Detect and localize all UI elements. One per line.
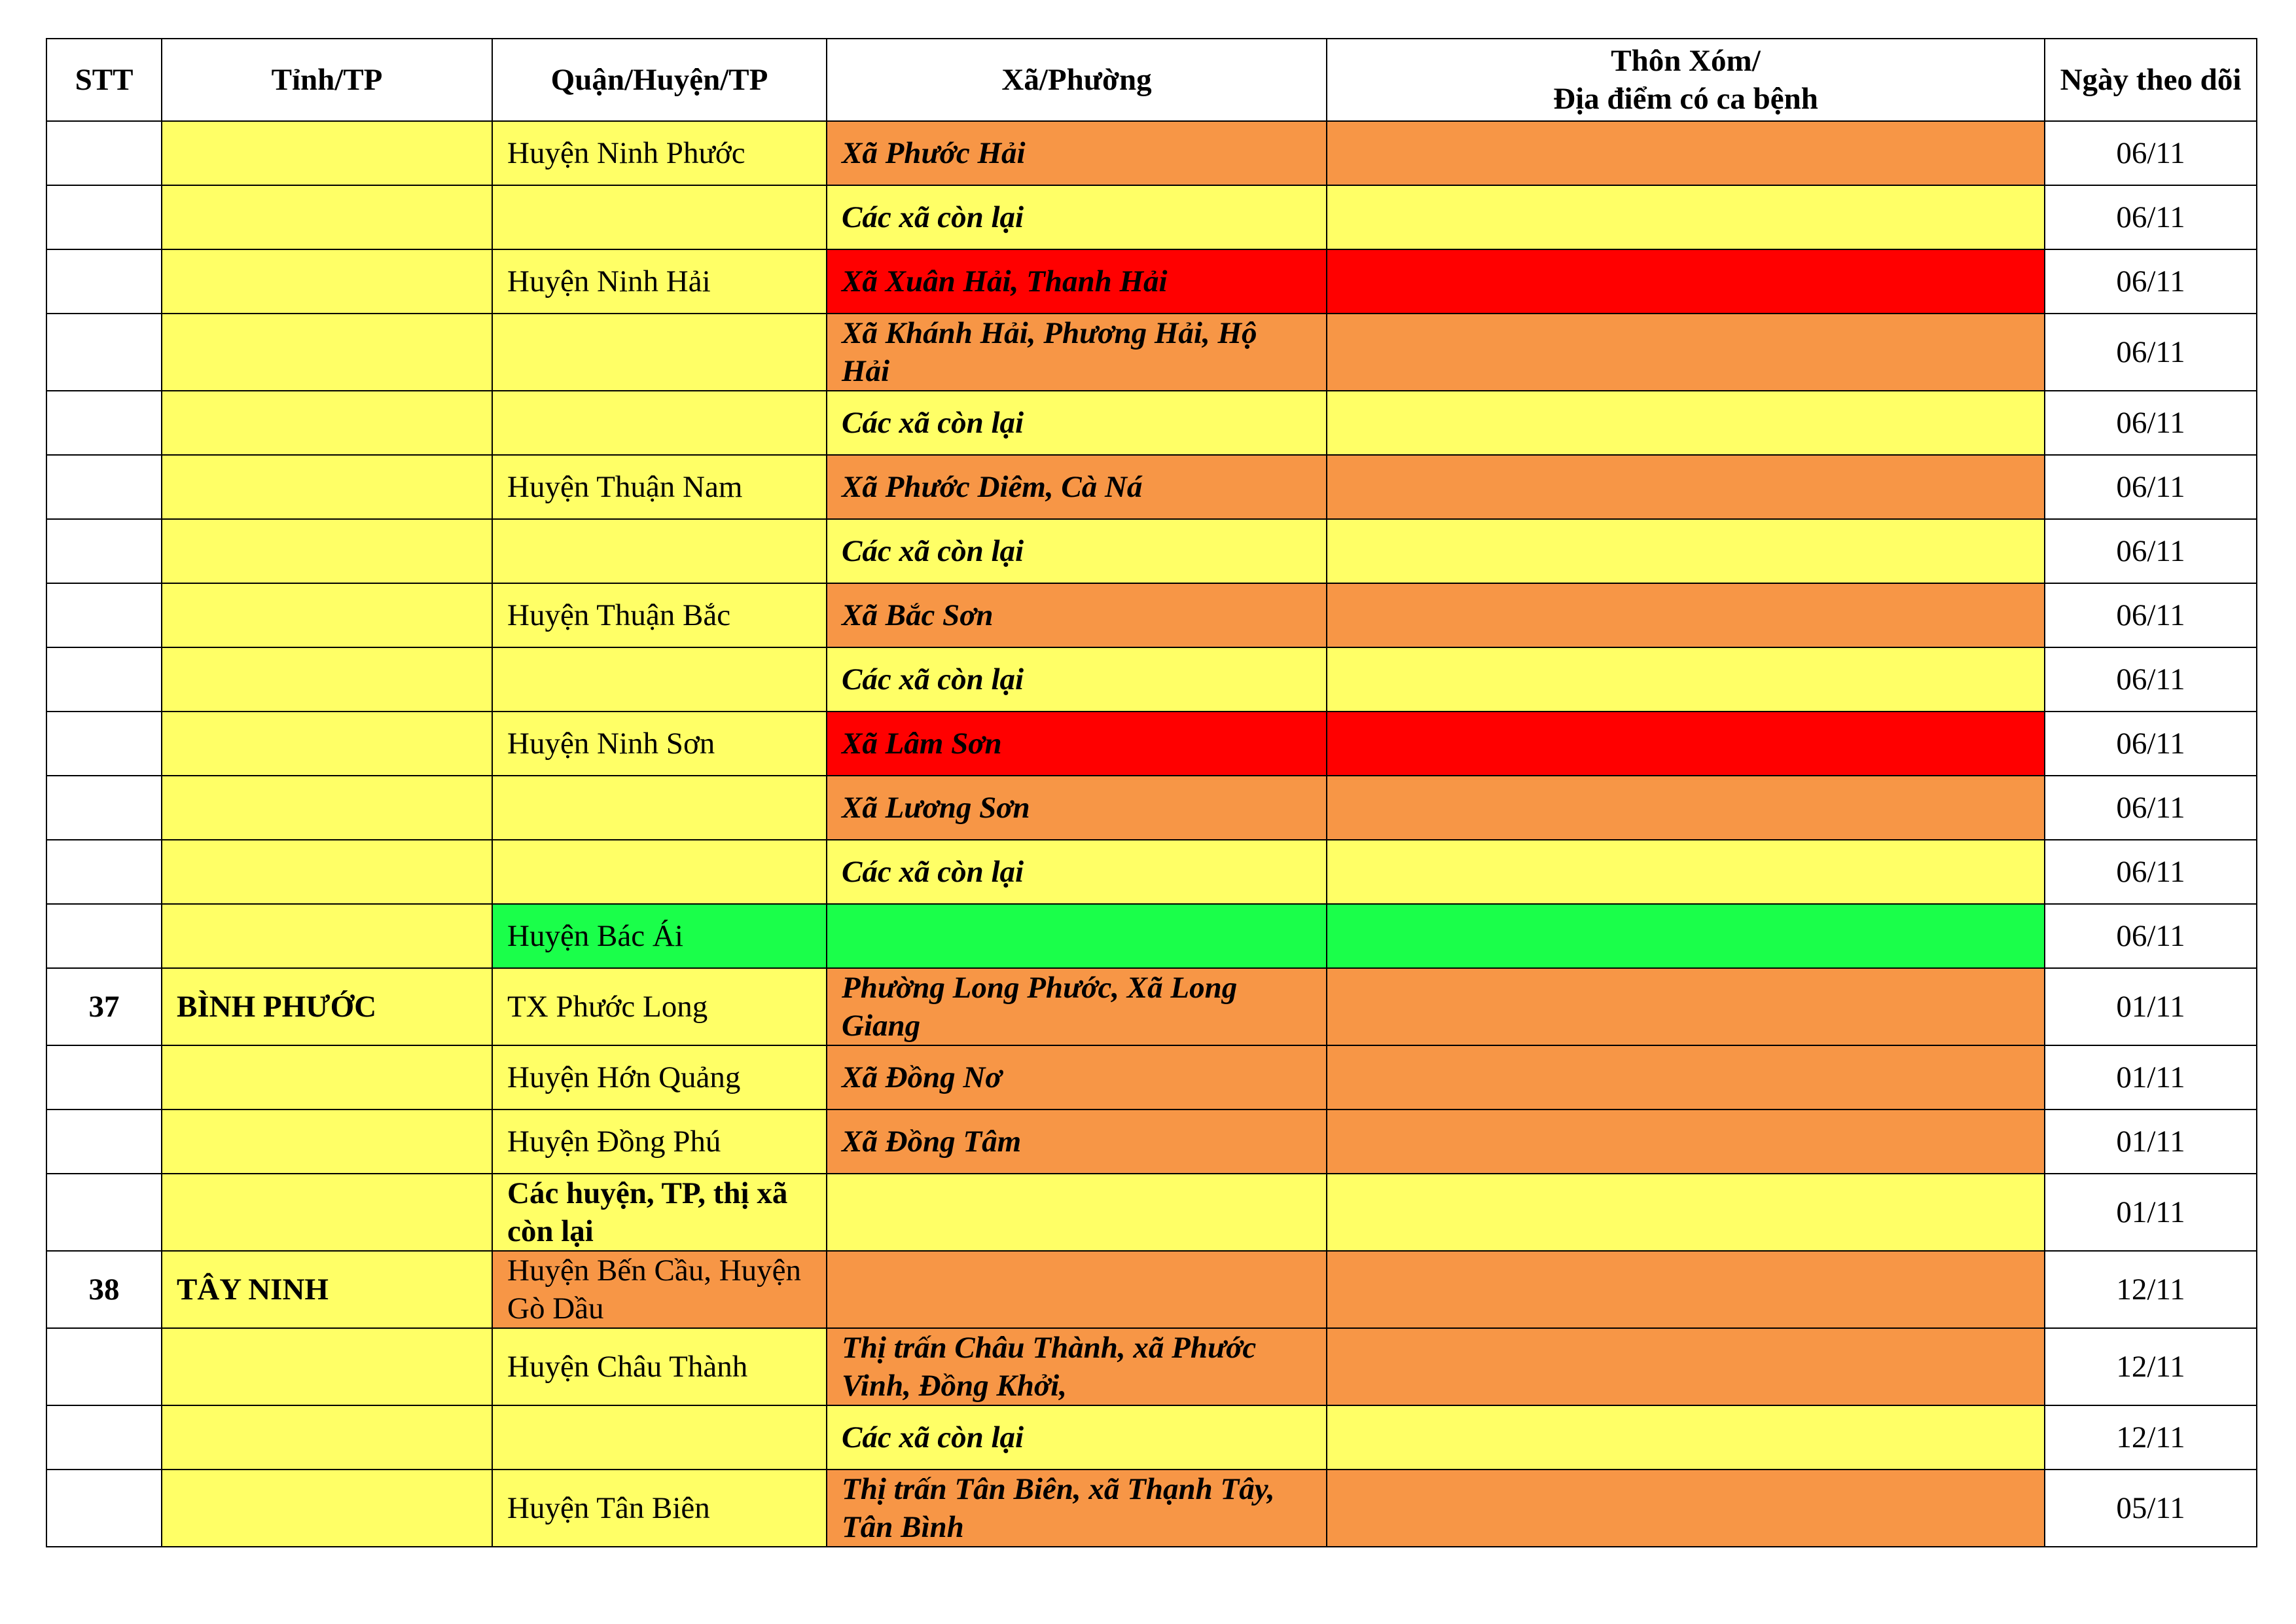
table-row (46, 647, 2257, 712)
cell-date: 05/11 (2045, 1470, 2257, 1547)
cell-hamlet (1327, 1405, 2045, 1470)
table-row (46, 519, 2257, 583)
cell-district: Huyện Châu Thành (492, 1328, 827, 1405)
cell-stt (46, 1405, 162, 1470)
cell-ward: Xã Phước Diêm, Cà Ná (827, 455, 1327, 519)
cell-ward: Xã Đồng Nơ (827, 1045, 1327, 1110)
header-district: Quận/Huyện/TP (492, 39, 827, 121)
cell-hamlet (1327, 647, 2045, 712)
cell-district: Huyện Thuận Nam (492, 455, 827, 519)
cell-stt (46, 1045, 162, 1110)
cell-stt (46, 904, 162, 968)
cell-province (162, 249, 492, 314)
cell-date: 06/11 (2045, 583, 2257, 647)
cell-stt (46, 1470, 162, 1547)
header-ward: Xã/Phường (827, 39, 1327, 121)
cell-stt: 38 (46, 1251, 162, 1328)
cell-date: 06/11 (2045, 249, 2257, 314)
cell-district: Huyện Ninh Sơn (492, 712, 827, 776)
table-row (46, 712, 2257, 776)
header-date: Ngày theo dõi (2045, 39, 2257, 121)
cell-district: Huyện Bến Cầu, Huyện Gò Dầu (492, 1251, 827, 1328)
cell-stt (46, 1174, 162, 1251)
table-row (46, 455, 2257, 519)
cell-ward: Xã Đồng Tâm (827, 1110, 1327, 1174)
header-hamlet-line1: Thôn Xóm/ (1611, 44, 1761, 78)
cell-province: TÂY NINH (162, 1251, 492, 1328)
table-row (46, 1405, 2257, 1470)
cell-province (162, 1110, 492, 1174)
cell-date: 12/11 (2045, 1405, 2257, 1470)
cell-stt (46, 121, 162, 185)
table-row (46, 840, 2257, 904)
cell-ward: Xã Khánh Hải, Phương Hải, Hộ Hải (827, 314, 1327, 391)
cell-hamlet (1327, 249, 2045, 314)
table-row (46, 1045, 2257, 1110)
cell-province: BÌNH PHƯỚC (162, 968, 492, 1045)
table-row (46, 1110, 2257, 1174)
cell-stt (46, 185, 162, 249)
cell-district: Huyện Tân Biên (492, 1470, 827, 1547)
header-hamlet (1327, 39, 2045, 121)
header-hamlet-line2: Địa điểm có ca bệnh (1553, 82, 1818, 116)
cell-date: 06/11 (2045, 776, 2257, 840)
cell-date: 06/11 (2045, 185, 2257, 249)
cell-ward: Xã Lâm Sơn (827, 712, 1327, 776)
cell-ward (827, 904, 1327, 968)
cell-province (162, 647, 492, 712)
cell-hamlet (1327, 840, 2045, 904)
cell-date: 06/11 (2045, 904, 2257, 968)
cell-hamlet (1327, 1110, 2045, 1174)
cell-hamlet (1327, 391, 2045, 455)
cell-hamlet (1327, 1045, 2045, 1110)
table-row (46, 583, 2257, 647)
cell-hamlet (1327, 121, 2045, 185)
cell-province (162, 391, 492, 455)
cell-district (492, 840, 827, 904)
table-row (46, 1470, 2257, 1547)
cell-stt (46, 391, 162, 455)
cell-ward: Xã Phước Hải (827, 121, 1327, 185)
cell-hamlet (1327, 968, 2045, 1045)
cell-stt (46, 455, 162, 519)
cell-ward (827, 1174, 1327, 1251)
cell-stt (46, 583, 162, 647)
cell-district: TX Phước Long (492, 968, 827, 1045)
cell-hamlet (1327, 583, 2045, 647)
cell-date: 01/11 (2045, 1174, 2257, 1251)
cell-province (162, 1405, 492, 1470)
cell-province (162, 583, 492, 647)
cell-ward: Các xã còn lại (827, 647, 1327, 712)
cell-hamlet (1327, 519, 2045, 583)
table-row (46, 776, 2257, 840)
cell-stt (46, 249, 162, 314)
cell-district: Huyện Thuận Bắc (492, 583, 827, 647)
cell-stt (46, 1110, 162, 1174)
cell-hamlet (1327, 1174, 2045, 1251)
cell-hamlet (1327, 776, 2045, 840)
cell-ward: Phường Long Phước, Xã Long Giang (827, 968, 1327, 1045)
cell-hamlet (1327, 314, 2045, 391)
covid-risk-table (46, 38, 2257, 1547)
cell-date: 06/11 (2045, 121, 2257, 185)
cell-stt (46, 647, 162, 712)
cell-province (162, 840, 492, 904)
cell-hamlet (1327, 185, 2045, 249)
cell-ward: Thị trấn Tân Biên, xã Thạnh Tây, Tân Bình (827, 1470, 1327, 1547)
cell-district: Huyện Ninh Hải (492, 249, 827, 314)
table-row (46, 249, 2257, 314)
header-province: Tỉnh/TP (162, 39, 492, 121)
cell-province (162, 185, 492, 249)
cell-stt (46, 776, 162, 840)
cell-province (162, 121, 492, 185)
cell-date: 01/11 (2045, 1110, 2257, 1174)
cell-district (492, 391, 827, 455)
cell-hamlet (1327, 1251, 2045, 1328)
cell-district (492, 647, 827, 712)
cell-hamlet (1327, 1328, 2045, 1405)
cell-district (492, 519, 827, 583)
cell-province (162, 1470, 492, 1547)
cell-province (162, 1328, 492, 1405)
table-row (46, 968, 2257, 1045)
cell-ward: Xã Xuân Hải, Thanh Hải (827, 249, 1327, 314)
cell-province (162, 1045, 492, 1110)
table-row (46, 1174, 2257, 1251)
cell-district: Huyện Bác Ái (492, 904, 827, 968)
cell-province (162, 519, 492, 583)
cell-date: 06/11 (2045, 647, 2257, 712)
cell-ward: Xã Bắc Sơn (827, 583, 1327, 647)
cell-district (492, 1405, 827, 1470)
cell-province (162, 314, 492, 391)
header-stt: STT (46, 39, 162, 121)
cell-hamlet (1327, 1470, 2045, 1547)
cell-ward: Các xã còn lại (827, 519, 1327, 583)
cell-district (492, 185, 827, 249)
cell-district: Huyện Hớn Quảng (492, 1045, 827, 1110)
cell-date: 12/11 (2045, 1251, 2257, 1328)
table-row (46, 904, 2257, 968)
cell-province (162, 1174, 492, 1251)
cell-hamlet (1327, 904, 2045, 968)
cell-stt (46, 1328, 162, 1405)
cell-hamlet (1327, 455, 2045, 519)
cell-ward: Thị trấn Châu Thành, xã Phước Vinh, Đồng Khởi, (827, 1328, 1327, 1405)
table-header (46, 39, 2257, 121)
cell-district (492, 776, 827, 840)
table-row (46, 314, 2257, 391)
cell-hamlet (1327, 712, 2045, 776)
cell-date: 06/11 (2045, 455, 2257, 519)
cell-stt (46, 840, 162, 904)
cell-date: 06/11 (2045, 840, 2257, 904)
cell-district (492, 314, 827, 391)
table-row (46, 391, 2257, 455)
table-row (46, 1328, 2257, 1405)
cell-ward: Các xã còn lại (827, 185, 1327, 249)
cell-district: Huyện Đồng Phú (492, 1110, 827, 1174)
cell-date: 01/11 (2045, 968, 2257, 1045)
cell-stt (46, 519, 162, 583)
cell-date: 01/11 (2045, 1045, 2257, 1110)
cell-province (162, 712, 492, 776)
cell-province (162, 455, 492, 519)
cell-stt (46, 712, 162, 776)
cell-province (162, 776, 492, 840)
cell-province (162, 904, 492, 968)
cell-date: 06/11 (2045, 519, 2257, 583)
table-row (46, 121, 2257, 185)
cell-stt (46, 314, 162, 391)
cell-date: 12/11 (2045, 1328, 2257, 1405)
cell-ward: Xã Lương Sơn (827, 776, 1327, 840)
table-row (46, 1251, 2257, 1328)
cell-ward: Các xã còn lại (827, 391, 1327, 455)
table-row (46, 185, 2257, 249)
cell-ward (827, 1251, 1327, 1328)
cell-date: 06/11 (2045, 391, 2257, 455)
cell-ward: Các xã còn lại (827, 840, 1327, 904)
table-body (46, 121, 2257, 1547)
cell-ward: Các xã còn lại (827, 1405, 1327, 1470)
cell-stt: 37 (46, 968, 162, 1045)
cell-date: 06/11 (2045, 314, 2257, 391)
cell-district: Huyện Ninh Phước (492, 121, 827, 185)
cell-district: Các huyện, TP, thị xã còn lại (492, 1174, 827, 1251)
cell-date: 06/11 (2045, 712, 2257, 776)
